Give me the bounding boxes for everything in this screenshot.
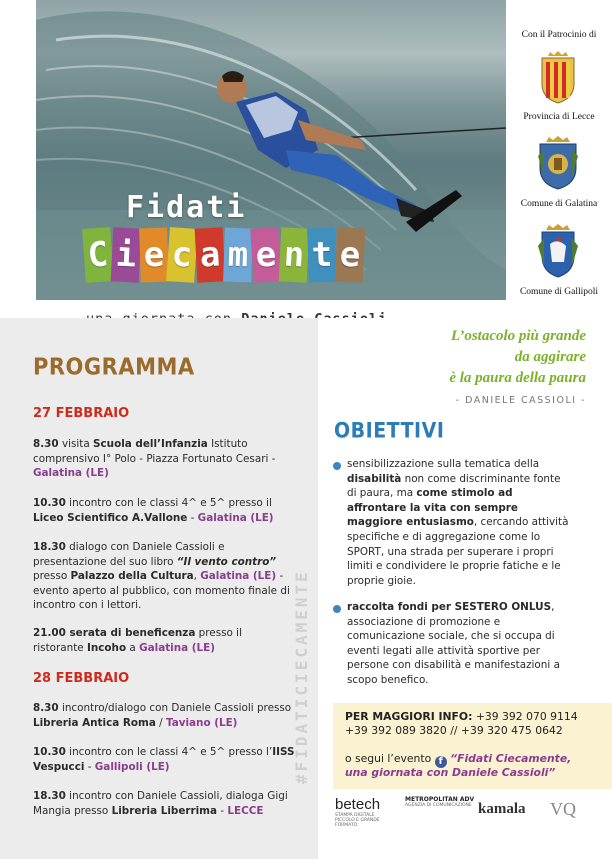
quote-line: L’ostacolo più grande: [450, 328, 586, 344]
event-link-cont[interactable]: una giornata con Daniele Cassioli”: [345, 766, 556, 779]
program-item: 10.30 incontro con le classi 4^ e 5^ presso l’IISS Vespucci - Gallipoli (LE): [33, 746, 295, 773]
quote: [330, 326, 586, 389]
program-title: PROGRAMMA: [33, 353, 195, 381]
comune-gallipoli-crest-icon: [536, 224, 580, 278]
info-label: PER MAGGIORI INFO:: [345, 710, 473, 723]
program-item: 18.30 dialogo con Daniele Cassioli e presentazione del suo libro “Il vento contro” presso Palazzo della Cultura, Galatina (LE) - evento aperto al pubblico, con momento finale di incontro con i lettori.: [33, 541, 290, 612]
vq-logo: VQ: [550, 798, 576, 819]
title-letter-tile: c: [166, 227, 198, 283]
bullet-icon: [333, 605, 341, 613]
title-letter-tile: i: [111, 227, 142, 282]
quote-line: da aggirare: [514, 349, 586, 365]
sponsor-vq: [550, 796, 576, 822]
program-item: 18.30 incontro con Daniele Cassioli, dialoga Gigi Mangia presso Libreria Liberrima - LECCE: [33, 790, 288, 817]
provincia-lecce-crest-icon: [536, 50, 580, 104]
quote-line: è la paura della paura: [449, 370, 586, 386]
event-link[interactable]: “Fidati Ciecamente,: [450, 752, 572, 765]
crest-label: Comune di Galatina: [520, 199, 598, 209]
patronage-column: [506, 0, 612, 318]
bullet-icon: [333, 462, 341, 470]
betech-logo: betech: [335, 796, 381, 813]
program-item: 21.00 serata di beneficenza presso il ristorante Incoho a Galatina (LE): [33, 627, 242, 654]
objectives-title: OBIETTIVI: [334, 418, 445, 444]
comune-galatina-crest-icon: [536, 136, 580, 190]
title-letter-tile: e: [139, 228, 169, 283]
title-letter-tile: m: [223, 228, 253, 283]
crest-label: Comune di Gallipoli: [519, 287, 599, 297]
betech-tagline: STAMPA DIGITALE PICCOLO E GRANDE FORMATO: [335, 813, 380, 828]
title-letter-tile: e: [335, 227, 366, 282]
title-letter-tile: a: [195, 227, 226, 282]
program-item: 8.30 visita Scuola dell’Infanzia Istituto comprensivo I° Polo - Piazza Fortunato Cesari - Galatina (LE): [33, 438, 276, 480]
metropolitan-logo: METROPOLITAN ADV: [405, 796, 475, 803]
objective-item: sensibilizzazione sulla tematica della disabilità non come discriminante fonte di paura, ma come stimolo ad affrontare la vita con sempre maggiore entusiasmo, cercando attività specifiche e di aggregazione come lo SPORT, una strada per superare i propri limiti e condividere le proprie fatiche e le proprie gioie.: [347, 458, 569, 587]
day-heading: 27 FEBBRAIO: [33, 406, 130, 421]
info-phone: +39 392 070 9114: [475, 710, 578, 723]
title-letter-tile: C: [82, 227, 114, 283]
info-line: [345, 710, 578, 723]
program-item: 8.30 incontro/dialogo con Daniele Cassioli presso Libreria Antica Roma / Taviano (LE): [33, 702, 292, 729]
facebook-icon[interactable]: f: [435, 756, 447, 768]
follow-prefix: o segui l’evento: [345, 752, 432, 765]
quote-author: - DANIELE CASSIOLI -: [455, 395, 586, 406]
sponsor-kamala: [478, 796, 526, 822]
program-item: 10.30 incontro con le classi 4^ e 5^ presso il Liceo Scientifico A.Vallone - Galatina (LE): [33, 497, 274, 524]
event-title-top: Fidati: [126, 190, 247, 225]
sponsor-metropolitan: [405, 796, 474, 822]
day-heading: 28 FEBBRAIO: [33, 671, 130, 686]
patronage-intro: Con il Patrocinio di: [521, 30, 597, 40]
event-title-tiles: [84, 228, 364, 282]
title-letter-tile: n: [279, 227, 310, 282]
title-letter-tile: t: [307, 228, 337, 283]
hashtag-vertical: #FIDATICIECAMENTE: [292, 569, 311, 784]
crest-label: Provincia di Lecce: [523, 112, 595, 122]
kamala-logo: kamala: [478, 800, 526, 817]
metropolitan-tagline: AGENZIA DI COMUNICAZIONE: [405, 803, 472, 808]
objective-item: raccolta fondi per SESTERO ONLUS, associazione di promozione e comunicazione sociale, che si occupa di eventi legati alle attività sportive per persone con disabilità e manifestazioni a scopo benefico.: [347, 601, 560, 686]
title-letter-tile: e: [250, 227, 282, 283]
info-phones: +39 392 089 3820 // +39 320 475 0642: [345, 724, 563, 737]
sponsor-betech: [335, 796, 393, 828]
